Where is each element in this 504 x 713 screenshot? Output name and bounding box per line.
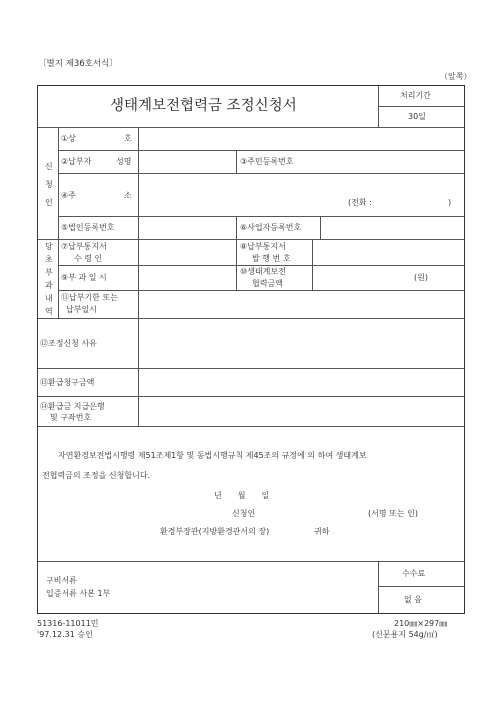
- address-label: ④주: [61, 191, 76, 200]
- processing-value: 30일: [408, 112, 426, 121]
- amount-field[interactable]: [314, 267, 462, 289]
- processing-label: 처리기간: [400, 91, 431, 100]
- address-field[interactable]: [140, 175, 462, 215]
- reason-label: ⑫조정신청 사유: [40, 339, 97, 348]
- imposition-label-2: 초: [45, 255, 53, 264]
- applicant-label-1: 신: [45, 162, 53, 171]
- footer-size: 210㎜×297㎜: [394, 619, 448, 628]
- bank-line2: 및 구좌번호: [50, 413, 92, 422]
- form-title: 생태계보전협력금 조정신청서: [110, 98, 297, 114]
- imposition-date-label: ⑨부 과 일 시: [61, 273, 107, 282]
- amount-line1: ⑩생태계보전: [240, 267, 286, 276]
- imposition-label-5: 내: [45, 294, 53, 303]
- phone-label: (전화 :: [348, 198, 372, 207]
- applicant-label-2: 청: [45, 180, 53, 189]
- corp-number-label: ⑤법인등록번호: [61, 223, 115, 232]
- page-side: （앞쪽）: [440, 72, 472, 81]
- due-date-line2: 납부일시: [66, 305, 97, 314]
- statement-signature: (서명 또는 인): [368, 509, 418, 518]
- notice-number-line1: ⑧납부통지서: [240, 242, 286, 251]
- attachments-item: 입증서류 사본 1부: [46, 589, 111, 598]
- amount-unit: (원): [414, 273, 428, 282]
- resident-number-field[interactable]: [320, 152, 462, 172]
- payer-name-label: ②납부자: [61, 157, 92, 166]
- form-number: 〔별지 제36호서식〕: [38, 59, 118, 69]
- due-date-field[interactable]: [140, 292, 462, 317]
- biz-number-label: ⑥사업자등록번호: [240, 223, 302, 232]
- payer-name-field[interactable]: [140, 152, 234, 172]
- bank-field[interactable]: [140, 398, 462, 425]
- footer-approval: '97.12.31 승인: [37, 630, 93, 639]
- imposition-label-6: 역: [45, 307, 53, 316]
- corp-number-field[interactable]: [140, 218, 234, 238]
- notice-number-field[interactable]: [314, 241, 462, 264]
- imposition-date-field[interactable]: [140, 267, 234, 289]
- imposition-label-1: 당: [45, 242, 53, 251]
- biz-number-field[interactable]: [322, 218, 462, 238]
- statement-honorific: 귀하: [314, 527, 330, 536]
- refund-field[interactable]: [140, 370, 462, 395]
- footer-paper: (신문용지 54g/㎡): [372, 630, 438, 639]
- notice-received-line2: 수 령 인: [74, 254, 103, 263]
- imposition-label-4: 과: [45, 281, 53, 290]
- fee-label: 수수료: [402, 569, 426, 578]
- applicant-label-3: 인: [45, 198, 53, 207]
- reason-field[interactable]: [140, 320, 462, 367]
- phone-close: ): [448, 198, 452, 207]
- due-date-line1: ⑪납부기한 또는: [61, 293, 118, 302]
- imposition-label-3: 부: [45, 268, 53, 277]
- statement-recipient: 환경부장관(지방환경관서의 장): [160, 527, 270, 536]
- attachments-label: 구비서류: [46, 576, 77, 585]
- statement-line1: 자연환경보전법시행령 제51조제1항 및 동법시행규칙 제45조의 규정에 의 하여 생태계보: [58, 451, 367, 460]
- notice-received-field[interactable]: [140, 241, 234, 264]
- business-name-field[interactable]: [140, 129, 462, 149]
- bank-line1: ⑭환급금 지급은행: [40, 402, 105, 411]
- notice-received-line1: ⑦납부통지서: [61, 242, 107, 251]
- address-label-2: 소: [124, 191, 132, 200]
- statement-line2: 전협력금의 조정을 신청합니다.: [42, 471, 151, 480]
- payer-name-label-2: 성명: [116, 157, 132, 166]
- resident-number-label: ③주민등록번호: [240, 157, 294, 166]
- fee-value: 없 음: [404, 595, 422, 604]
- business-name-label-2: 호: [124, 134, 132, 143]
- statement-date: 년 월 일: [214, 491, 270, 500]
- amount-line2: 협력금액: [252, 279, 283, 288]
- notice-number-line2: 발 행 번 호: [252, 254, 291, 263]
- refund-label: ⑬환급청구금액: [40, 378, 95, 387]
- business-name-label: ①상: [61, 134, 76, 143]
- footer-code: 51316-11011민: [37, 619, 99, 628]
- statement-applicant: 신청인: [232, 509, 256, 518]
